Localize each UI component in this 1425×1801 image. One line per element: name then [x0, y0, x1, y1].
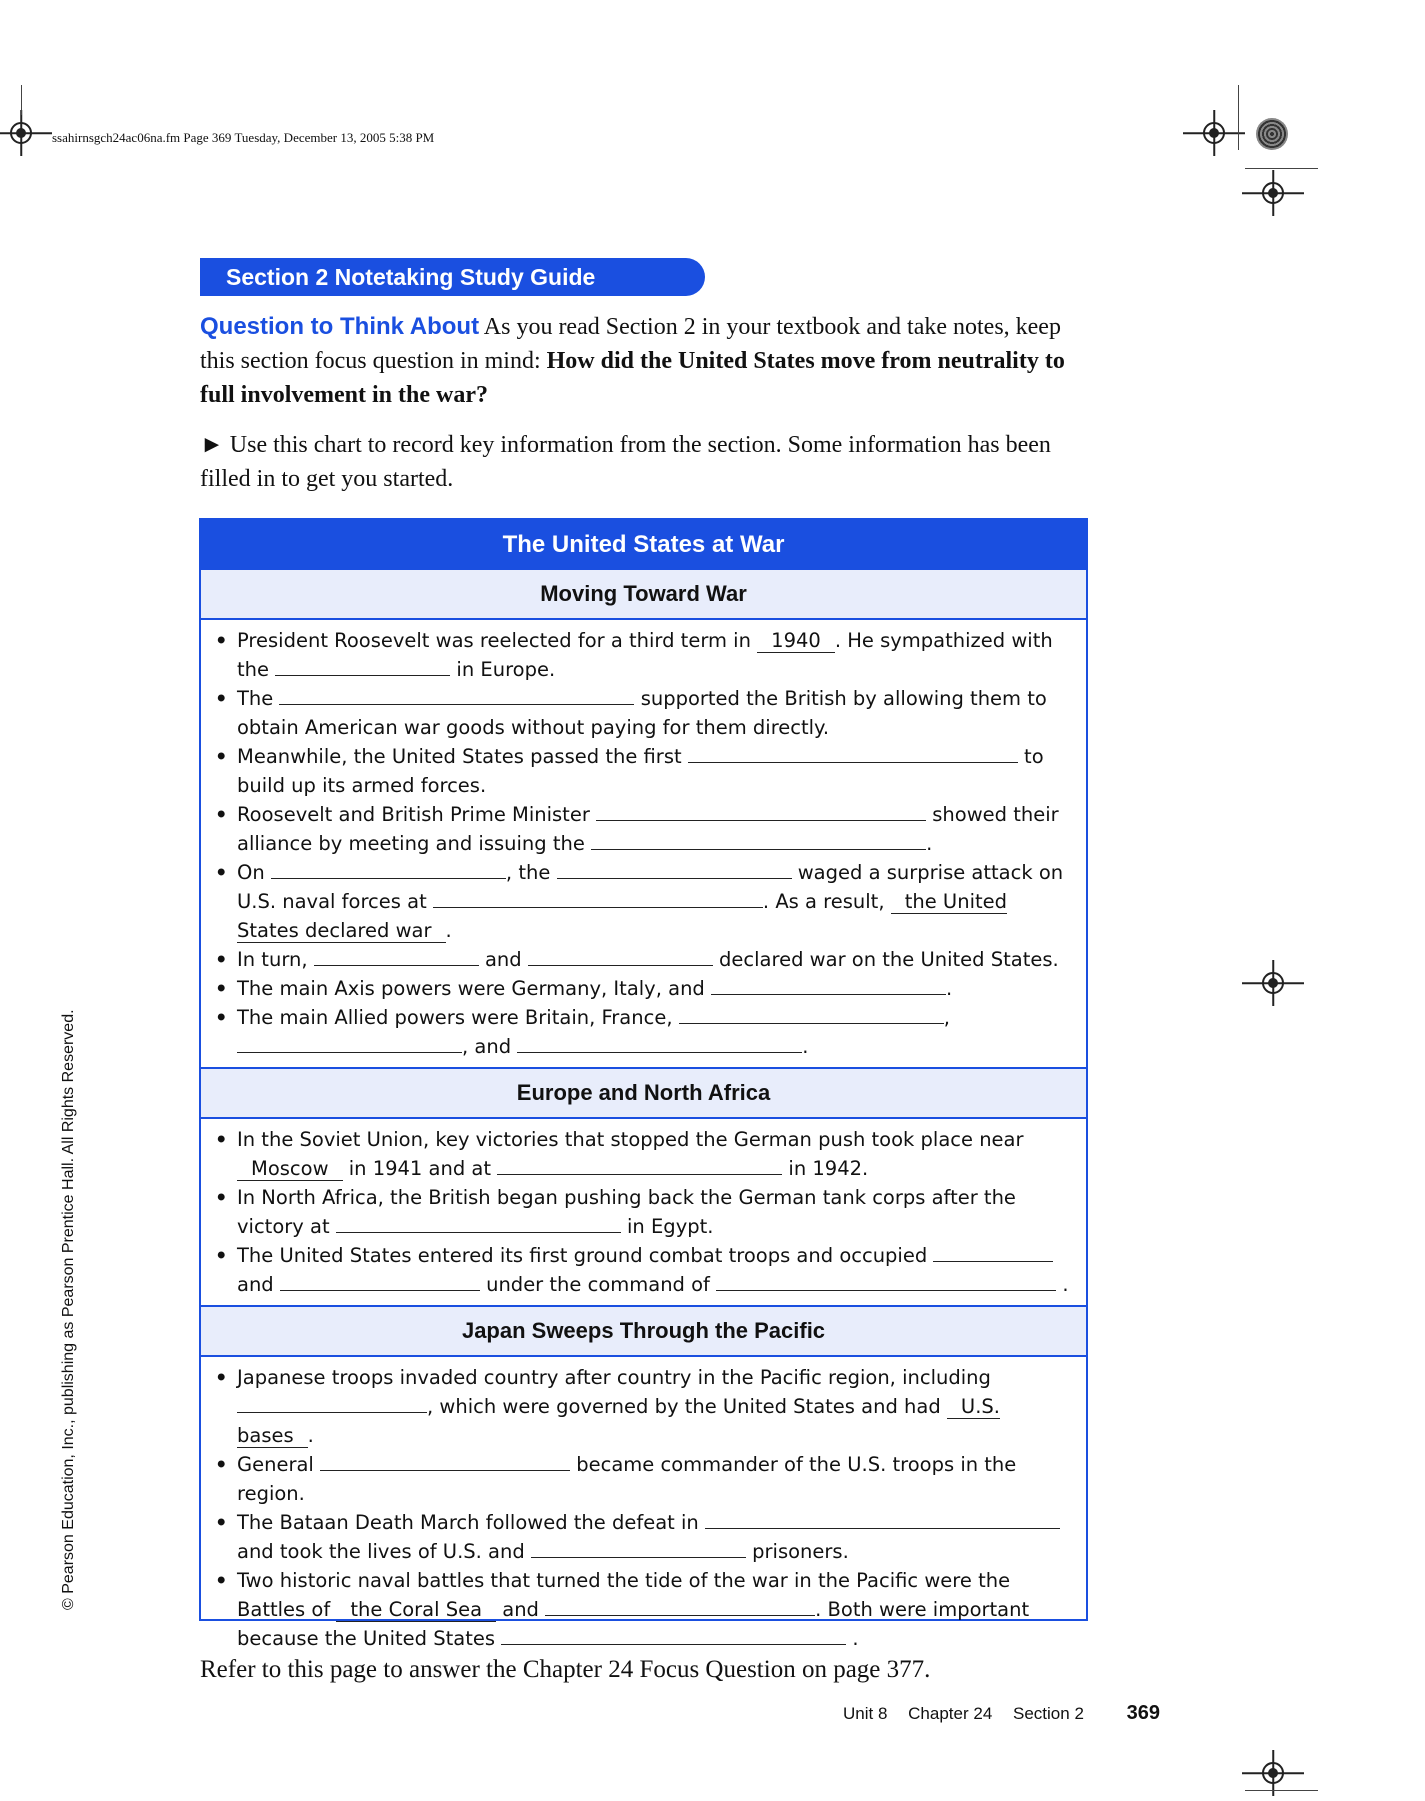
answer-blank[interactable]	[501, 1625, 846, 1646]
instruction-text: Use this chart to record key information from the section. Some information has been filled in to get you started.	[200, 432, 1051, 492]
list-item: • In the Soviet Union, key victories that stopped the German push took place near Moscow in 1941 and at in 1942.	[237, 1125, 1072, 1183]
registration-mark-icon	[1262, 972, 1284, 994]
list-item: • Two historic naval battles that turned the tide of the war in the Pacific were the Battles of the Coral Sea and . Both were important because the United States .	[237, 1566, 1072, 1653]
page-number: 369	[1126, 1702, 1161, 1724]
answer-blank[interactable]	[531, 1538, 746, 1559]
filled-answer: the United States declared war	[237, 890, 1008, 942]
answer-blank[interactable]	[705, 1509, 1060, 1530]
crop-mark	[1238, 85, 1239, 150]
answer-blank[interactable]	[497, 1155, 782, 1176]
list-item: • The Bataan Death March followed the defeat in and took the lives of U.S. and prisoners.	[237, 1508, 1072, 1566]
filled-answer: 1940	[757, 629, 835, 653]
footer-chapter: Chapter 24	[908, 1704, 993, 1723]
filled-answer: U.S. bases	[237, 1395, 1000, 1447]
registration-mark-icon	[1262, 1762, 1284, 1784]
answer-blank[interactable]	[688, 743, 1018, 764]
crop-mark	[1245, 1790, 1318, 1791]
notes-list-europe	[201, 1119, 1086, 1305]
answer-blank[interactable]	[711, 975, 946, 996]
list-item: • President Roosevelt was reelected for a third term in 1940 . He sympathized with the in Europe.	[237, 626, 1072, 684]
arrow-icon: ►	[200, 432, 224, 458]
page-footer	[843, 1702, 1176, 1725]
answer-blank[interactable]	[237, 1393, 427, 1414]
chart-title: The United States at War	[201, 520, 1086, 570]
footer-section: Section 2	[1013, 1704, 1084, 1723]
intro-text: As you read Section 2 in your textbook and take notes, keep this section focus question in mind:	[200, 314, 1061, 374]
answer-blank[interactable]	[237, 1033, 462, 1054]
notes-list-japan	[201, 1357, 1086, 1659]
answer-blank[interactable]	[275, 656, 450, 677]
list-item: • General became commander of the U.S. troops in the region.	[237, 1450, 1072, 1508]
answer-blank[interactable]	[591, 830, 926, 851]
list-item: • The United States entered its first ground combat troops and occupied and under the command of .	[237, 1241, 1072, 1299]
list-item: • Roosevelt and British Prime Minister showed their alliance by meeting and issuing the .	[237, 800, 1072, 858]
answer-blank[interactable]	[320, 1451, 570, 1472]
refer-note: Refer to this page to answer the Chapter 24 Focus Question on page 377.	[200, 1656, 931, 1683]
answer-blank[interactable]	[280, 1271, 480, 1292]
notetaking-chart	[199, 518, 1088, 1650]
list-item: • The main Allied powers were Britain, France, , , and .	[237, 1003, 1072, 1061]
answer-blank[interactable]	[528, 946, 713, 967]
section-heading-europe: Europe and North Africa	[201, 1067, 1086, 1119]
color-bar-icon	[1256, 118, 1288, 150]
answer-blank[interactable]	[933, 1242, 1053, 1263]
list-item: • In turn, and declared war on the United States.	[237, 945, 1072, 974]
copyright-notice: © Pearson Education, Inc., publishing as Pearson Prentice Hall. All Rights Reserved.	[60, 1009, 77, 1610]
answer-blank[interactable]	[545, 1596, 815, 1617]
registration-mark-icon	[1262, 182, 1284, 204]
file-slug: ssahirnsgch24ac06na.fm Page 369 Tuesday, December 13, 2005 5:38 PM	[52, 130, 435, 145]
list-item: • The main Axis powers were Germany, Italy, and .	[237, 974, 1072, 1003]
answer-blank[interactable]	[271, 859, 506, 880]
footer-unit: Unit 8	[843, 1704, 888, 1723]
answer-blank[interactable]	[716, 1271, 1056, 1292]
registration-mark-icon	[10, 122, 32, 144]
answer-blank[interactable]	[557, 859, 792, 880]
answer-blank[interactable]	[679, 1004, 944, 1025]
answer-blank[interactable]	[336, 1213, 621, 1234]
crop-mark	[1245, 168, 1318, 169]
focus-question-intro	[200, 310, 1100, 412]
section-banner: Section 2 Notetaking Study Guide	[200, 258, 705, 296]
registration-mark-icon	[1203, 122, 1225, 144]
answer-blank[interactable]	[517, 1033, 802, 1054]
list-item: • Japanese troops invaded country after country in the Pacific region, including , which were governed by the United States and had U.S. bases .	[237, 1363, 1072, 1450]
focus-question: How did the United States move from neutrality to full involvement in the war?	[200, 348, 1065, 408]
list-item: • In North Africa, the British began pushing back the German tank corps after the victory at in Egypt.	[237, 1183, 1072, 1241]
answer-blank[interactable]	[433, 888, 763, 909]
list-item: • On , the waged a surprise attack on U.S. naval forces at . As a result, the United States declared war .	[237, 858, 1072, 945]
crop-mark	[21, 85, 22, 115]
list-item: • The supported the British by allowing them to obtain American war goods without paying for them directly.	[237, 684, 1072, 742]
answer-blank[interactable]	[596, 801, 926, 822]
section-heading-moving: Moving Toward War	[201, 570, 1086, 620]
question-label: Question to Think About	[200, 313, 480, 340]
filled-answer: the Coral Sea	[336, 1598, 496, 1622]
answer-blank[interactable]	[279, 685, 634, 706]
section-heading-japan: Japan Sweeps Through the Pacific	[201, 1305, 1086, 1357]
notes-list-moving	[201, 620, 1086, 1067]
instruction	[200, 428, 1100, 496]
filled-answer: Moscow	[237, 1157, 343, 1181]
list-item: • Meanwhile, the United States passed the first to build up its armed forces.	[237, 742, 1072, 800]
answer-blank[interactable]	[314, 946, 479, 967]
